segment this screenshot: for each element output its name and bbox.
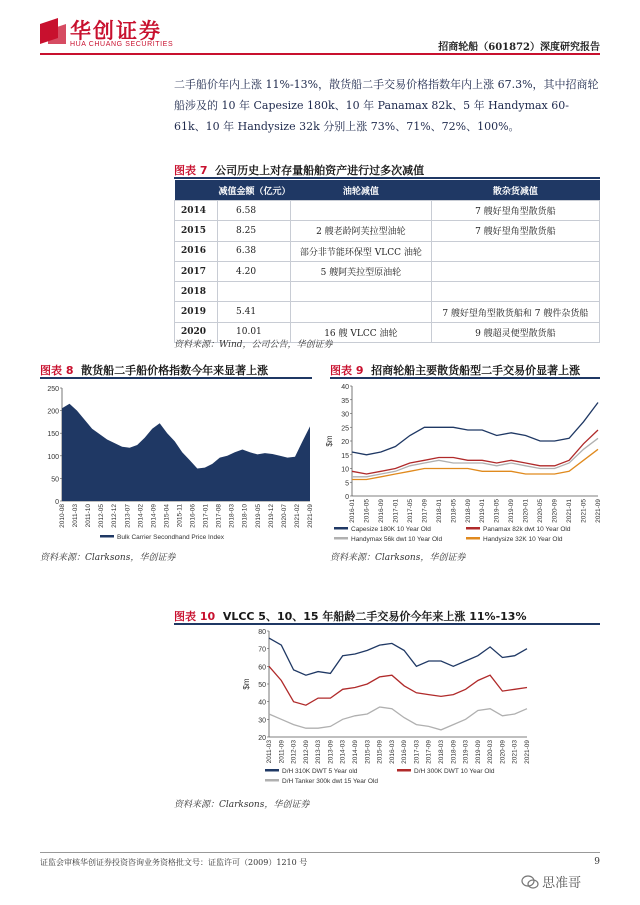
logo-cn: 华创证券 [70,19,162,43]
line-series-2 [352,438,598,477]
legend-swatch [265,769,279,772]
x-tick-label: 2021-09 [307,504,314,528]
col-header-bulk: 散杂货减值 [431,180,599,201]
impairment-table [174,180,600,343]
y-tick-label: 0 [345,494,349,501]
company-logo-icon [40,18,66,44]
x-tick-label: 2012-05 [98,504,106,528]
legend-label: Handysize 32K 10 Year Old [483,536,563,543]
x-tick-label: 2020-03 [487,740,495,764]
line-series-0 [269,638,527,675]
legend-label: Bulk Carrier Secondhand Price Index [117,534,224,541]
line-series-1 [269,666,527,705]
x-tick-label: 2019-05 [493,499,501,523]
x-tick-label: 2019-05 [254,504,262,528]
legend-swatch [265,779,279,782]
x-tick-label: 2011-10 [85,504,93,528]
table-row [175,221,600,241]
x-tick-label: 2015-09 [376,740,384,764]
cell-amount [218,282,291,302]
fig10-label: 图表 10 [174,610,216,623]
x-tick-label: 2016-01 [349,499,356,523]
cell-oil: 2 艘老龄阿芙拉型油轮 [291,221,432,241]
line-series-1 [352,430,598,474]
cell-amount: 10.01 [218,322,291,342]
y-tick-label: 60 [258,664,266,672]
line-series-2 [269,707,527,730]
x-tick-label: 2019-09 [508,499,516,523]
x-tick-label: 2020-01 [522,499,530,523]
x-tick-label: 2013-03 [315,740,323,764]
col-header-oil: 油轮减值 [291,180,432,201]
cell-bulk: 9 艘超灵便型散货船 [431,322,599,342]
legend-swatch [334,537,348,540]
table-row [175,261,600,281]
page-number: 9 [594,857,600,867]
cell-amount: 5.41 [218,302,291,322]
table-row [175,282,600,302]
cell-oil [291,302,432,322]
y-tick-label: 100 [47,453,59,461]
bulk-vessel-price-chart [325,380,602,545]
fig9-rule [330,377,600,379]
y-axis-label: $m [325,435,334,447]
cell-year: 2015 [175,221,218,241]
y-tick-label: 20 [341,439,349,446]
intro-paragraph: 二手船价年内上涨 11%-13%，散货船二手交易价格指数年内上涨 67.3%，其中招商轮船涉及的 10 年 Capesize 180k、10 年 Panamax 82k、5 年 Handymax 60-61k、10 年 Handysize 32k 分别上涨 73%、71%、72%、100%。 [174,78,599,133]
x-tick-label: 2015-11 [176,504,184,528]
fig9-label: 图表 9 [330,364,364,377]
cell-bulk: 7 艘好望角型散货船 [431,201,599,221]
y-tick-label: 5 [345,480,349,488]
x-tick-label: 2016-09 [401,740,409,764]
line-series-0 [352,403,598,455]
table7-title: 公司历史上对存量船舶资产进行过多次减值 [215,164,425,177]
bulk-price-index-chart [40,380,315,545]
x-tick-label: 2016-09 [377,499,385,523]
wechat-icon [522,875,538,889]
x-tick-label: 2018-01 [435,499,443,523]
x-tick-label: 2014-03 [339,740,347,764]
x-tick-label: 2018-03 [228,504,236,528]
cell-year: 2017 [175,261,218,281]
cell-bulk [431,282,599,302]
fig9-title: 招商轮船主要散货船型二手交易价显著上涨 [371,364,581,377]
x-tick-label: 2020-07 [280,504,288,528]
x-tick-label: 2012-12 [111,504,119,528]
y-tick-label: 0 [55,499,59,506]
table7-rule [174,177,600,179]
y-tick-label: 40 [341,384,349,391]
x-tick-label: 2018-03 [438,740,445,764]
legend-swatch [466,527,480,530]
fig10-title: VLCC 5、10、15 年船龄二手交易价今年来上涨 11%-13% [222,610,527,623]
legend-swatch [334,527,348,530]
y-tick-label: 150 [47,431,59,439]
cell-year: 2018 [175,282,218,302]
vlcc-price-chart [242,625,535,790]
y-tick-label: 30 [258,717,266,725]
y-tick-label: 250 [47,386,59,393]
x-tick-label: 2017-08 [215,504,223,528]
y-tick-label: 15 [341,452,349,460]
x-tick-label: 2017-01 [202,504,210,528]
cell-amount: 6.38 [218,241,291,261]
col-header-year [175,180,218,201]
cell-bulk: 7 艘好望角型散货船 [431,221,599,241]
fig8-rule [40,377,312,379]
fig10-caption [174,608,526,624]
table-row [175,241,600,261]
x-tick-label: 2011-03 [72,504,80,528]
y-tick-label: 70 [258,646,266,654]
x-tick-label: 2020-09 [499,740,507,764]
x-tick-label: 2017-09 [421,499,429,523]
x-tick-label: 2021-01 [566,499,574,523]
x-tick-label: 2021-02 [293,504,301,528]
table-header-row [175,180,600,201]
x-tick-label: 2017-03 [413,740,421,764]
legend-label: Panamax 82k dwt 10 Year Old [483,526,571,533]
header-divider [40,53,600,55]
cell-year: 2014 [175,201,218,221]
y-tick-label: 80 [258,629,266,636]
fig8-title: 散货船二手船价格指数今年来显著上涨 [81,364,269,377]
x-tick-label: 2014-09 [150,504,158,528]
fig9-caption [330,362,580,378]
cell-bulk [431,261,599,281]
fig8-source: 资料来源：Clarksons，华创证券 [40,553,176,563]
x-tick-label: 2017-01 [392,499,400,523]
x-tick-label: 2021-05 [580,499,588,523]
fig9-source: 资料来源：Clarksons，华创证券 [330,553,466,563]
cell-bulk [431,241,599,261]
cell-oil [291,282,432,302]
table7-label: 图表 7 [174,164,208,177]
x-tick-label: 2021-09 [595,499,602,523]
fig8-label: 图表 8 [40,364,74,377]
table-row [175,302,600,322]
x-tick-label: 2015-04 [163,504,171,528]
y-tick-label: 40 [258,699,266,707]
footer-license: 证监会审核华创证券投资咨询业务资格批文号：证监许可（2009）1210 号 [40,858,308,867]
legend-swatch [100,535,114,538]
x-tick-label: 2018-10 [241,504,249,528]
x-tick-label: 2021-09 [524,740,531,764]
x-tick-label: 2011-03 [266,740,273,764]
legend-label: D/H 300K DWT 10 Year Old [414,768,495,775]
report-title: 招商轮船（601872）深度研究报告 [438,42,600,53]
y-tick-label: 30 [341,411,349,419]
x-tick-label: 2020-05 [537,499,545,523]
x-tick-label: 2016-03 [388,740,396,764]
x-tick-label: 2013-07 [124,504,132,528]
x-tick-label: 2016-05 [363,499,371,523]
x-tick-label: 2018-09 [464,499,472,523]
cell-year: 2019 [175,302,218,322]
x-tick-label: 2013-09 [327,740,335,764]
x-tick-label: 2016-06 [189,504,197,528]
x-tick-label: 2021-03 [511,740,519,764]
y-tick-label: 10 [341,466,349,474]
table7-caption [174,162,424,178]
y-axis-label: $m [242,678,251,690]
x-tick-label: 2019-12 [267,504,275,528]
x-tick-label: 2010-08 [59,504,66,528]
x-tick-label: 2019-09 [474,740,482,764]
cell-oil: 部分非节能环保型 VLCC 油轮 [291,241,432,261]
y-tick-label: 50 [258,682,266,689]
legend-label: D/H 310K DWT 5 Year old [282,768,358,775]
watermark-text: 思准哥 [542,876,582,891]
fig10-source: 资料来源：Clarksons，华创证券 [174,800,310,810]
footer-divider [40,852,600,853]
x-tick-label: 2018-05 [450,499,458,523]
cell-amount: 4.20 [218,261,291,281]
area-series-0 [62,404,310,501]
x-tick-label: 2019-03 [462,740,470,764]
x-tick-label: 2012-03 [290,740,298,764]
logo-en: HUA CHUANG SECURITIES [70,41,174,48]
x-tick-label: 2014-02 [137,504,145,528]
y-tick-label: 25 [341,425,349,433]
cell-oil: 16 艘 VLCC 油轮 [291,322,432,342]
x-tick-label: 2011-09 [278,740,286,764]
x-tick-label: 2020-09 [551,499,559,523]
x-tick-label: 2014-09 [352,740,359,764]
col-header-amount: 减值金额（亿元） [218,180,291,201]
legend-label: Handymax 56k dwt 10 Year Old [351,536,443,543]
legend-label: D/H Tanker 300k dwt 15 Year Old [282,778,378,785]
watermark [522,872,581,891]
cell-bulk: 7 艘好望角型散货船和 7 艘件杂货船 [431,302,599,322]
x-tick-label: 2017-09 [425,740,433,764]
y-tick-label: 200 [47,408,59,416]
y-tick-label: 50 [51,476,59,484]
legend-swatch [466,537,480,540]
x-tick-label: 2017-05 [406,499,414,523]
cell-year: 2020 [175,322,218,342]
fig8-caption [40,362,268,378]
y-tick-label: 35 [341,397,349,405]
x-tick-label: 2012-09 [302,740,310,764]
legend-swatch [397,769,411,772]
cell-oil [291,201,432,221]
legend-label: Capesize 180K 10 Year Old [351,526,431,533]
cell-year: 2016 [175,241,218,261]
table7-source: 资料来源：Wind，公司公告，华创证券 [174,340,333,350]
x-tick-label: 2015-03 [364,740,372,764]
cell-amount: 6.58 [218,201,291,221]
line-series-3 [352,449,598,479]
cell-amount: 8.25 [218,221,291,241]
cell-oil: 5 艘阿芙拉型原油轮 [291,261,432,281]
y-tick-label: 20 [258,735,266,742]
table-row [175,201,600,221]
x-tick-label: 2019-01 [479,499,487,523]
x-tick-label: 2018-09 [450,740,458,764]
